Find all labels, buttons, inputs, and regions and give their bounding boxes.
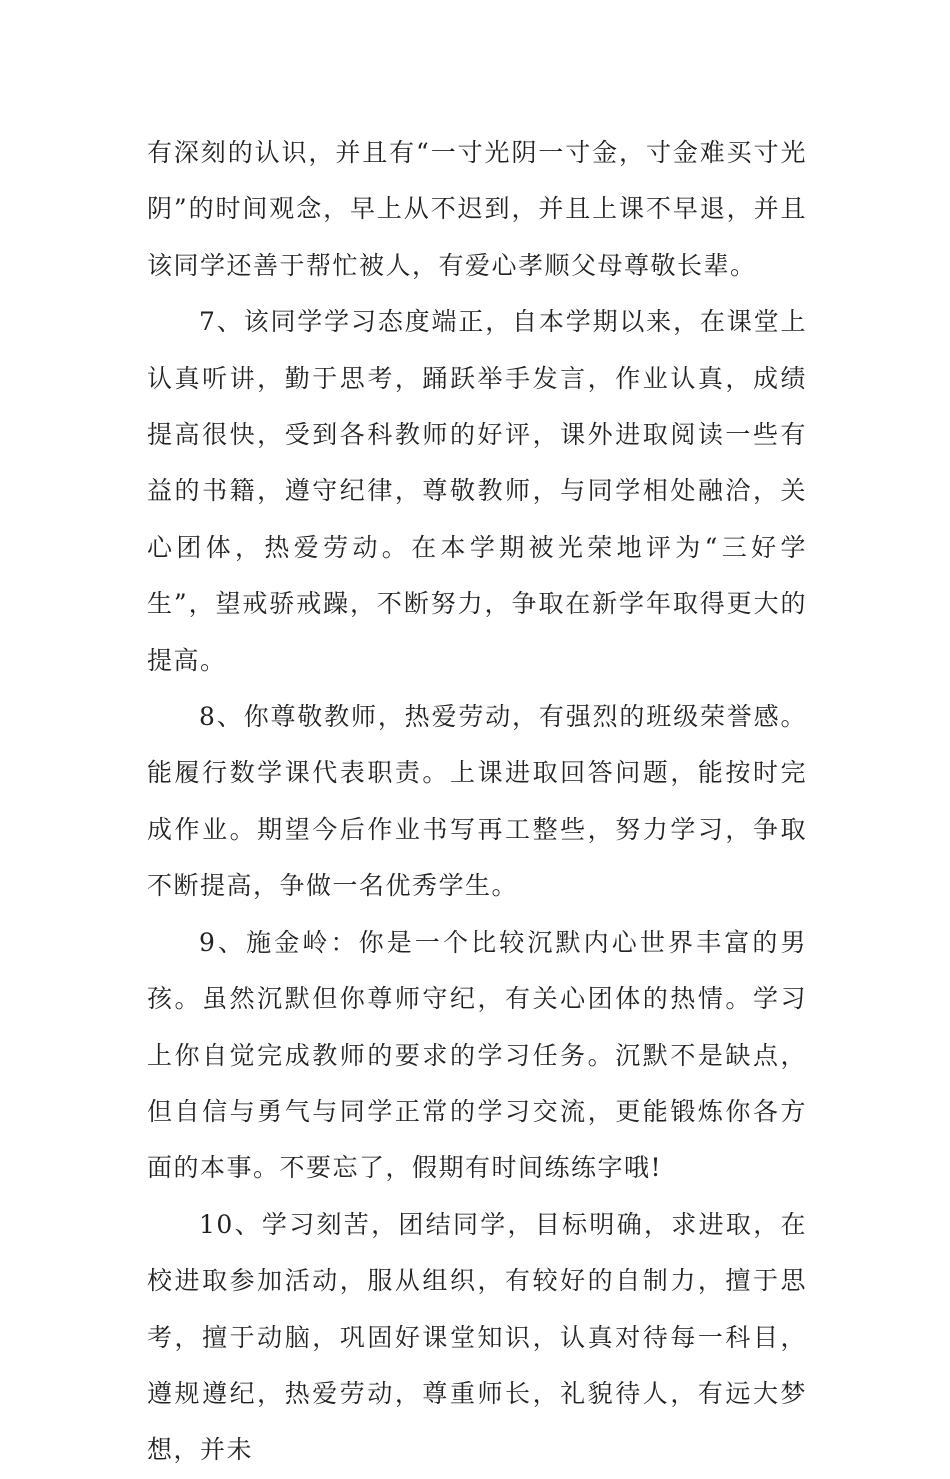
- paragraph-comment-10: 10、学习刻苦，团结同学，目标明确，求进取，在校进取参加活动，服从组织，有较好的自制力，擅于思考，擅于动脑，巩固好课堂知识，认真对待每一科目，遵规遵纪，热爱劳动，尊重师长，礼貌待人，有远大梦想，并未: [147, 1209, 807, 1465]
- paragraph-comment-7: 7、该同学学习态度端正，自本学期以来，在课堂上认真听讲，勤于思考，踊跃举手发言，作业认真，成绩提高很快，受到各科教师的好评，课外进取阅读一些有益的书籍，遵守纪律，尊敬教师，与同学相处融洽，关心团体，热爱劳动。在本学期被光荣地评为“三好学生”，望戒骄戒躁，不断努力，争取在新学年取得更大的提高。: [147, 307, 807, 675]
- paragraph-comment-8: 8、你尊敬教师，热爱劳动，有强烈的班级荣誉感。能履行数学课代表职责。上课进取回答问题，能按时完成作业。期望今后作业书写再工整些，努力学习，争取不断提高，争做一名优秀学生。: [147, 702, 807, 901]
- paragraph-continuation: 有深刻的认识，并且有“一寸光阴一寸金，寸金难买寸光阴”的时间观念，早上从不迟到，并且上课不早退，并且该同学还善于帮忙被人，有爱心孝顺父母尊敬长辈。: [147, 138, 807, 280]
- document-body: [147, 125, 807, 1479]
- paragraph-comment-9: 9、施金岭：你是一个比较沉默内心世界丰富的男孩。虽然沉默但你尊师守纪，有关心团体的热情。学习上你自觉完成教师的要求的学习任务。沉默不是缺点，但自信与勇气与同学正常的学习交流，更能锻炼你各方面的本事。不要忘了，假期有时间练练字哦!: [147, 927, 807, 1183]
